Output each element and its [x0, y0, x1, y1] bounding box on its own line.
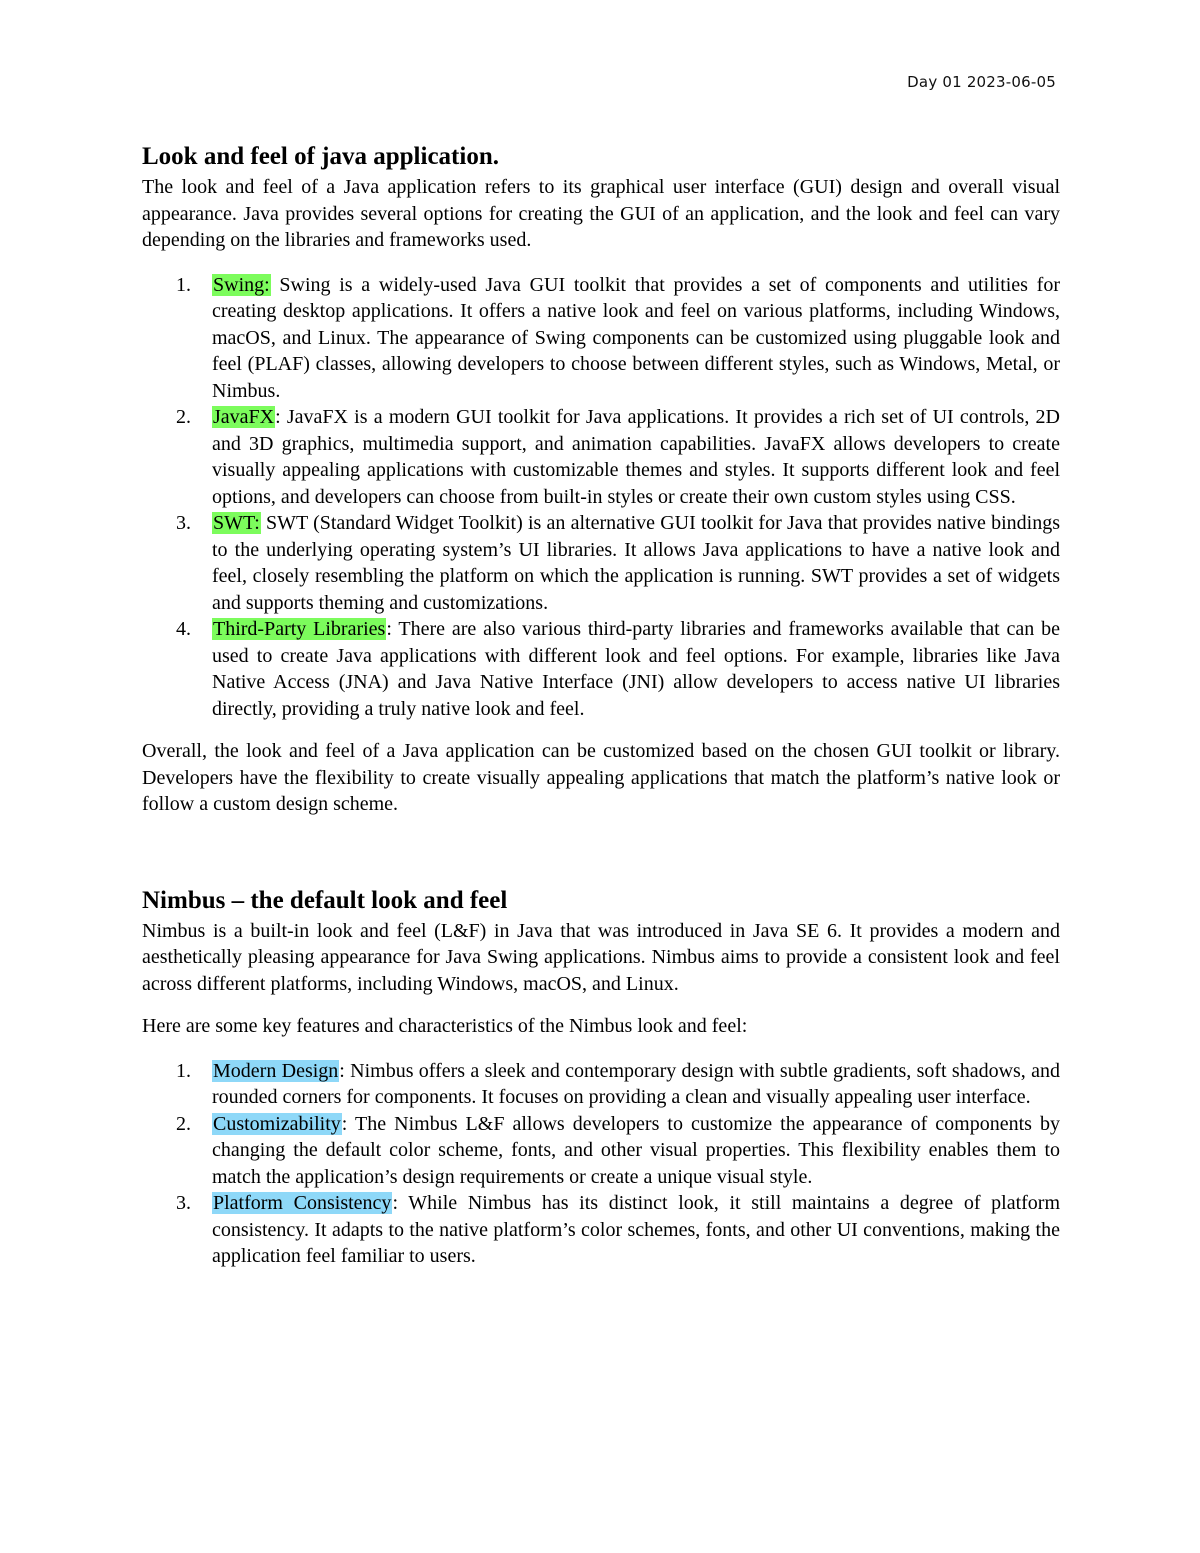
highlighted-term: Swing: — [213, 273, 270, 296]
list-item-text: : Nimbus offers a sleek and contemporary design with subtle gradients, soft shadows, and rounded corners for components. It focuses on providing a clean and visually appealing user interface. — [212, 1059, 1060, 1108]
list-item — [142, 272, 1060, 405]
list-item-text: : There are also various third-party libraries and frameworks available that can be used to create Java applications with different look and feel options. For example, libraries like Java Native Access (JNA) and Java Native Interface (JNI) allow developers to access native UI libraries directly, providing a truly native look and feel. — [212, 618, 1060, 720]
section1-intro: The look and feel of a Java application refers to its graphical user interface (GUI) design and overall visual appearance. Java provides several options for creating the GUI of an application, and the look and feel can vary depending on the libraries and frameworks used. — [142, 176, 1060, 251]
highlighted-term: SWT: — [213, 512, 260, 534]
list-item — [142, 510, 1060, 616]
highlighted-term: JavaFX — [213, 406, 275, 428]
section2-intro: Nimbus is a built-in look and feel (L&F) in Java that was introduced in Java SE 6. It provides a modern and aesthetically pleasing appearance for Java Swing applications. Nimbus aims to provide a consistent look and feel across different platforms, including Windows, macOS, and Linux. — [142, 919, 1060, 995]
highlighted-term: Platform Consistency — [213, 1192, 392, 1214]
list-item — [142, 616, 1060, 722]
document-body — [142, 140, 1060, 1270]
list-item-text: : JavaFX is a modern GUI toolkit for Java applications. It provides a rich set of UI controls, 2D and 3D graphics, multimedia support, and animation capabilities. JavaFX allows developers to create visually appealing applications with customizable themes and styles. It supports different look and feel options, and developers can choose from built-in styles or create their own custom styles using CSS. — [212, 406, 1060, 508]
list-number: 1. — [176, 273, 191, 296]
list-item-text: Swing is a widely-used Java GUI toolkit that provides a set of components and utilities for creating desktop applications. It offers a native look and feel on various platforms, including Windows, macOS, and Linux. The appearance of Swing components can be customized using pluggable look and feel (PLAF) classes, allowing developers to choose between different styles, such as Windows, Metal, or Nimbus. — [212, 273, 1060, 402]
highlighted-term: Modern Design — [213, 1059, 339, 1082]
page-header: Day 01 2023-06-05 — [907, 73, 1056, 91]
list-item — [142, 1111, 1060, 1191]
section-title-look-and-feel: Look and feel of java application. — [142, 143, 499, 170]
section-spacer — [142, 818, 1060, 884]
highlighted-term: Third-Party Libraries — [213, 618, 386, 640]
section-title-nimbus: Nimbus – the default look and feel — [142, 886, 508, 914]
highlighted-term: Customizability — [213, 1112, 341, 1135]
list-number: 4. — [176, 618, 191, 640]
section2-list — [142, 1058, 1060, 1270]
section1-list — [142, 272, 1060, 723]
list-item-text: : The Nimbus L&F allows developers to customize the appearance of components by changing the default color scheme, fonts, and other visual properties. This flexibility enables them to match the application’s design requirements or create a unique visual style. — [212, 1112, 1060, 1188]
list-number: 3. — [176, 1192, 191, 1214]
list-item — [142, 404, 1060, 510]
list-number: 1. — [176, 1059, 191, 1082]
list-number: 2. — [176, 406, 191, 428]
list-item-text: SWT (Standard Widget Toolkit) is an alternative GUI toolkit for Java that provides native bindings to the underlying operating system’s UI libraries. It allows Java applications to have a native look and feel, closely resembling the platform on which the application is running. SWT provides a set of widgets and supports theming and customizations. — [212, 512, 1060, 614]
section2-lead: Here are some key features and characteristics of the Nimbus look and feel: — [142, 1015, 748, 1037]
list-item-text: : While Nimbus has its distinct look, it still maintains a degree of platform consistency. It adapts to the native platform’s color schemes, fonts, and other UI conventions, making the application feel familiar to users. — [212, 1192, 1061, 1267]
list-item — [142, 1058, 1060, 1111]
list-number: 3. — [176, 512, 191, 534]
section1-conclusion: Overall, the look and feel of a Java application can be customized based on the chosen GUI toolkit or library. Developers have the flexibility to create visually appealing applications that match the platform’s native look or follow a custom design scheme. — [142, 740, 1060, 815]
list-item — [142, 1190, 1060, 1270]
list-number: 2. — [176, 1112, 191, 1135]
